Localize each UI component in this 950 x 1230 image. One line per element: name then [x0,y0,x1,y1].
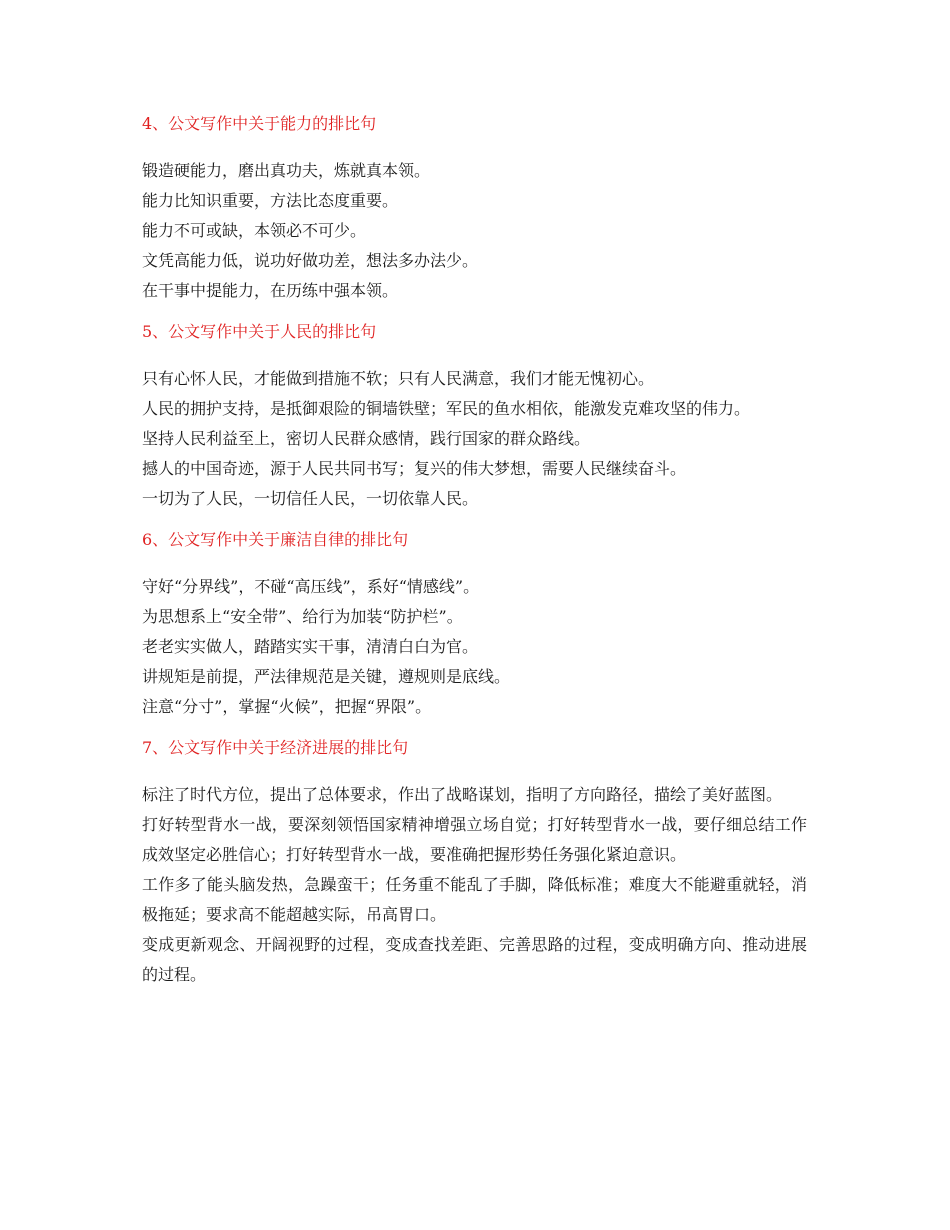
sentence-list [142,364,807,514]
sentence: 讲规矩是前提，严法律规范是关键，遵规则是底线。 [142,667,511,686]
sentence: 能力比知识重要，方法比态度重要。 [142,191,399,210]
sentence: 一切为了人民，一切信任人民，一切依靠人民。 [142,489,479,508]
sentence: 文凭高能力低，说功好做功差，想法多办法少。 [142,251,479,270]
section-heading: 4、公文写作中关于能力的排比句 [142,114,377,133]
sentence: 工作多了能头脑发热，急躁蛮干；任务重不能乱了手脚，降低标准；难度大不能避重就轻，消极拖延；要求高不能超越实际，吊高胃口。 [142,875,807,924]
sentence-list [142,780,807,990]
document-body [142,110,807,1002]
section-heading: 5、公文写作中关于人民的排比句 [142,322,377,341]
sentence: 锻造硬能力，磨出真功夫，炼就真本领。 [142,161,431,180]
sentence: 为思想系上“安全带”、给行为加装“防护栏”。 [142,607,463,626]
sentence: 打好转型背水一战，要深刻领悟国家精神增强立场自觉；打好转型背水一战，要仔细总结工作成效坚定必胜信心；打好转型背水一战，要准确把握形势任务强化紧迫意识。 [142,815,807,864]
section-integrity [142,526,807,722]
section-heading: 7、公文写作中关于经济进展的排比句 [142,738,409,757]
sentence: 在干事中提能力，在历练中强本领。 [142,281,399,300]
section-ability [142,110,807,306]
sentence: 人民的拥护支持，是抵御艰险的铜墙铁壁；军民的鱼水相依，能激发克难攻坚的伟力。 [142,399,751,418]
sentence: 守好“分界线”，不碰“高压线”，系好“情感线”。 [142,577,480,596]
section-people [142,318,807,514]
sentence: 坚持人民利益至上，密切人民群众感情，践行国家的群众路线。 [142,429,591,448]
sentence: 注意“分寸”，掌握“火候”，把握“界限”。 [142,697,432,716]
sentence: 变成更新观念、开阔视野的过程，变成查找差距、完善思路的过程，变成明确方向、推动进展的过程。 [142,935,807,984]
sentence: 只有心怀人民，才能做到措施不软；只有人民满意，我们才能无愧初心。 [142,369,655,388]
section-economy [142,734,807,990]
sentence-list [142,572,807,722]
sentence: 撼人的中国奇迹，源于人民共同书写；复兴的伟大梦想，需要人民继续奋斗。 [142,459,687,478]
sentence: 能力不可或缺，本领必不可少。 [142,221,367,240]
sentence-list [142,156,807,306]
sentence: 老老实实做人，踏踏实实干事，清清白白为官。 [142,637,479,656]
section-heading: 6、公文写作中关于廉洁自律的排比句 [142,530,409,549]
sentence: 标注了时代方位，提出了总体要求，作出了战略谋划，指明了方向路径，描绘了美好蓝图。 [142,785,783,804]
